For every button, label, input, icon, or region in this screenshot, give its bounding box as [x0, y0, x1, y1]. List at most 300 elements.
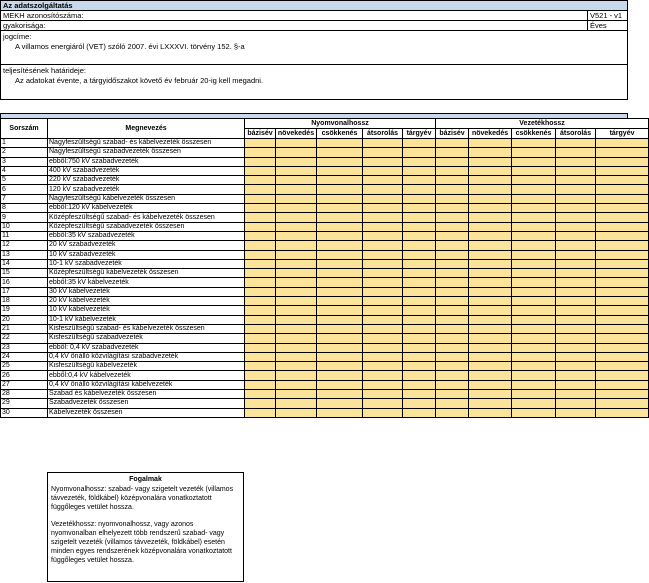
data-entry-cell[interactable] [512, 297, 556, 306]
data-entry-cell[interactable] [363, 408, 403, 417]
data-entry-cell[interactable] [363, 269, 403, 278]
data-entry-cell[interactable] [363, 278, 403, 287]
data-entry-cell[interactable] [596, 362, 649, 371]
data-entry-cell[interactable] [276, 334, 317, 343]
data-entry-cell[interactable] [245, 213, 276, 222]
data-entry-cell[interactable] [556, 324, 596, 333]
data-entry-cell[interactable] [596, 213, 649, 222]
data-entry-cell[interactable] [556, 278, 596, 287]
data-entry-cell[interactable] [317, 213, 363, 222]
data-entry-cell[interactable] [436, 390, 469, 399]
data-entry-cell[interactable] [512, 352, 556, 361]
data-entry-cell[interactable] [276, 408, 317, 417]
data-entry-cell[interactable] [403, 362, 436, 371]
data-entry-cell[interactable] [317, 334, 363, 343]
data-entry-cell[interactable] [317, 380, 363, 389]
data-entry-cell[interactable] [363, 222, 403, 231]
data-entry-cell[interactable] [512, 306, 556, 315]
data-entry-cell[interactable] [245, 315, 276, 324]
data-entry-cell[interactable] [512, 231, 556, 240]
data-entry-cell[interactable] [512, 362, 556, 371]
data-entry-cell[interactable] [596, 176, 649, 185]
data-entry-cell[interactable] [556, 334, 596, 343]
data-entry-cell[interactable] [363, 315, 403, 324]
data-entry-cell[interactable] [436, 231, 469, 240]
data-entry-cell[interactable] [403, 390, 436, 399]
data-entry-cell[interactable] [556, 241, 596, 250]
data-entry-cell[interactable] [436, 259, 469, 268]
data-entry-cell[interactable] [245, 399, 276, 408]
data-entry-cell[interactable] [245, 269, 276, 278]
data-entry-cell[interactable] [556, 399, 596, 408]
data-entry-cell[interactable] [403, 259, 436, 268]
data-entry-cell[interactable] [363, 371, 403, 380]
data-entry-cell[interactable] [469, 222, 512, 231]
data-entry-cell[interactable] [512, 408, 556, 417]
data-entry-cell[interactable] [245, 259, 276, 268]
data-entry-cell[interactable] [436, 213, 469, 222]
data-entry-cell[interactable] [596, 287, 649, 296]
data-entry-cell[interactable] [276, 139, 317, 148]
data-entry-cell[interactable] [317, 166, 363, 175]
data-entry-cell[interactable] [596, 371, 649, 380]
data-entry-cell[interactable] [436, 250, 469, 259]
data-entry-cell[interactable] [403, 334, 436, 343]
data-entry-cell[interactable] [436, 241, 469, 250]
data-entry-cell[interactable] [596, 241, 649, 250]
data-entry-cell[interactable] [436, 343, 469, 352]
data-entry-cell[interactable] [403, 250, 436, 259]
data-entry-cell[interactable] [596, 380, 649, 389]
data-entry-cell[interactable] [436, 166, 469, 175]
data-entry-cell[interactable] [245, 166, 276, 175]
data-entry-cell[interactable] [596, 343, 649, 352]
data-entry-cell[interactable] [469, 278, 512, 287]
data-entry-cell[interactable] [276, 371, 317, 380]
data-entry-cell[interactable] [556, 222, 596, 231]
data-entry-cell[interactable] [276, 259, 317, 268]
data-entry-cell[interactable] [276, 306, 317, 315]
data-entry-cell[interactable] [276, 287, 317, 296]
data-entry-cell[interactable] [512, 278, 556, 287]
data-entry-cell[interactable] [556, 408, 596, 417]
data-entry-cell[interactable] [403, 241, 436, 250]
data-entry-cell[interactable] [276, 222, 317, 231]
data-entry-cell[interactable] [363, 352, 403, 361]
data-entry-cell[interactable] [436, 352, 469, 361]
data-entry-cell[interactable] [276, 399, 317, 408]
data-entry-cell[interactable] [596, 334, 649, 343]
data-entry-cell[interactable] [403, 204, 436, 213]
data-entry-cell[interactable] [469, 352, 512, 361]
data-entry-cell[interactable] [245, 250, 276, 259]
data-entry-cell[interactable] [276, 362, 317, 371]
data-entry-cell[interactable] [317, 352, 363, 361]
data-entry-cell[interactable] [276, 185, 317, 194]
data-entry-cell[interactable] [317, 176, 363, 185]
data-entry-cell[interactable] [363, 324, 403, 333]
data-entry-cell[interactable] [512, 222, 556, 231]
data-entry-cell[interactable] [556, 269, 596, 278]
data-entry-cell[interactable] [556, 352, 596, 361]
data-entry-cell[interactable] [469, 306, 512, 315]
data-entry-cell[interactable] [436, 399, 469, 408]
data-entry-cell[interactable] [363, 399, 403, 408]
data-entry-cell[interactable] [556, 287, 596, 296]
data-entry-cell[interactable] [245, 306, 276, 315]
data-entry-cell[interactable] [436, 148, 469, 157]
data-entry-cell[interactable] [245, 334, 276, 343]
data-entry-cell[interactable] [363, 390, 403, 399]
data-entry-cell[interactable] [403, 166, 436, 175]
data-entry-cell[interactable] [245, 352, 276, 361]
data-entry-cell[interactable] [403, 148, 436, 157]
data-entry-cell[interactable] [317, 399, 363, 408]
data-entry-cell[interactable] [556, 157, 596, 166]
data-entry-cell[interactable] [512, 185, 556, 194]
data-entry-cell[interactable] [436, 269, 469, 278]
data-entry-cell[interactable] [512, 390, 556, 399]
data-entry-cell[interactable] [276, 148, 317, 157]
data-entry-cell[interactable] [596, 166, 649, 175]
data-entry-cell[interactable] [469, 390, 512, 399]
data-entry-cell[interactable] [436, 306, 469, 315]
data-entry-cell[interactable] [276, 231, 317, 240]
data-entry-cell[interactable] [276, 297, 317, 306]
data-entry-cell[interactable] [596, 352, 649, 361]
data-entry-cell[interactable] [596, 185, 649, 194]
data-entry-cell[interactable] [596, 194, 649, 203]
data-entry-cell[interactable] [245, 390, 276, 399]
data-entry-cell[interactable] [317, 324, 363, 333]
data-entry-cell[interactable] [276, 250, 317, 259]
data-entry-cell[interactable] [245, 297, 276, 306]
data-entry-cell[interactable] [403, 222, 436, 231]
data-entry-cell[interactable] [403, 194, 436, 203]
data-entry-cell[interactable] [317, 148, 363, 157]
data-entry-cell[interactable] [317, 315, 363, 324]
data-entry-cell[interactable] [363, 250, 403, 259]
data-entry-cell[interactable] [596, 269, 649, 278]
data-entry-cell[interactable] [512, 241, 556, 250]
data-entry-cell[interactable] [512, 324, 556, 333]
data-entry-cell[interactable] [556, 371, 596, 380]
data-entry-cell[interactable] [512, 176, 556, 185]
data-entry-cell[interactable] [363, 148, 403, 157]
data-entry-cell[interactable] [469, 241, 512, 250]
data-entry-cell[interactable] [403, 157, 436, 166]
data-entry-cell[interactable] [469, 166, 512, 175]
data-entry-cell[interactable] [596, 390, 649, 399]
data-entry-cell[interactable] [245, 231, 276, 240]
data-entry-cell[interactable] [436, 371, 469, 380]
data-entry-cell[interactable] [245, 176, 276, 185]
data-entry-cell[interactable] [556, 315, 596, 324]
data-entry-cell[interactable] [596, 157, 649, 166]
data-entry-cell[interactable] [276, 269, 317, 278]
data-entry-cell[interactable] [469, 269, 512, 278]
data-entry-cell[interactable] [317, 241, 363, 250]
data-entry-cell[interactable] [317, 204, 363, 213]
data-entry-cell[interactable] [596, 139, 649, 148]
data-entry-cell[interactable] [317, 343, 363, 352]
data-entry-cell[interactable] [556, 185, 596, 194]
data-entry-cell[interactable] [317, 390, 363, 399]
data-entry-cell[interactable] [317, 297, 363, 306]
data-entry-cell[interactable] [556, 139, 596, 148]
data-entry-cell[interactable] [403, 139, 436, 148]
data-entry-cell[interactable] [276, 343, 317, 352]
data-entry-cell[interactable] [469, 213, 512, 222]
data-entry-cell[interactable] [556, 343, 596, 352]
data-entry-cell[interactable] [512, 148, 556, 157]
data-entry-cell[interactable] [363, 139, 403, 148]
data-entry-cell[interactable] [469, 204, 512, 213]
data-entry-cell[interactable] [512, 399, 556, 408]
data-entry-cell[interactable] [469, 157, 512, 166]
data-entry-cell[interactable] [469, 176, 512, 185]
data-entry-cell[interactable] [276, 324, 317, 333]
data-entry-cell[interactable] [512, 334, 556, 343]
data-entry-cell[interactable] [596, 204, 649, 213]
data-entry-cell[interactable] [436, 278, 469, 287]
data-entry-cell[interactable] [469, 297, 512, 306]
data-entry-cell[interactable] [245, 371, 276, 380]
data-entry-cell[interactable] [436, 380, 469, 389]
data-entry-cell[interactable] [556, 250, 596, 259]
data-entry-cell[interactable] [596, 408, 649, 417]
data-entry-cell[interactable] [317, 278, 363, 287]
data-entry-cell[interactable] [317, 287, 363, 296]
data-entry-cell[interactable] [363, 194, 403, 203]
data-entry-cell[interactable] [556, 362, 596, 371]
data-entry-cell[interactable] [596, 250, 649, 259]
data-entry-cell[interactable] [469, 194, 512, 203]
data-entry-cell[interactable] [276, 194, 317, 203]
data-entry-cell[interactable] [512, 204, 556, 213]
data-entry-cell[interactable] [512, 315, 556, 324]
data-entry-cell[interactable] [596, 148, 649, 157]
data-entry-cell[interactable] [317, 139, 363, 148]
data-entry-cell[interactable] [436, 408, 469, 417]
data-entry-cell[interactable] [436, 222, 469, 231]
data-entry-cell[interactable] [469, 250, 512, 259]
data-entry-cell[interactable] [469, 231, 512, 240]
data-entry-cell[interactable] [245, 278, 276, 287]
data-entry-cell[interactable] [556, 306, 596, 315]
data-entry-cell[interactable] [363, 343, 403, 352]
data-entry-cell[interactable] [469, 371, 512, 380]
data-entry-cell[interactable] [317, 408, 363, 417]
data-entry-cell[interactable] [403, 408, 436, 417]
data-entry-cell[interactable] [317, 231, 363, 240]
data-entry-cell[interactable] [317, 185, 363, 194]
data-entry-cell[interactable] [436, 334, 469, 343]
data-entry-cell[interactable] [469, 148, 512, 157]
data-entry-cell[interactable] [596, 306, 649, 315]
data-entry-cell[interactable] [436, 157, 469, 166]
data-entry-cell[interactable] [512, 194, 556, 203]
data-entry-cell[interactable] [512, 380, 556, 389]
data-entry-cell[interactable] [245, 380, 276, 389]
data-entry-cell[interactable] [436, 297, 469, 306]
data-entry-cell[interactable] [403, 315, 436, 324]
data-entry-cell[interactable] [245, 139, 276, 148]
data-entry-cell[interactable] [245, 408, 276, 417]
data-entry-cell[interactable] [469, 362, 512, 371]
data-entry-cell[interactable] [245, 222, 276, 231]
data-entry-cell[interactable] [317, 306, 363, 315]
data-entry-cell[interactable] [596, 259, 649, 268]
data-entry-cell[interactable] [512, 157, 556, 166]
data-entry-cell[interactable] [512, 371, 556, 380]
data-entry-cell[interactable] [556, 194, 596, 203]
data-entry-cell[interactable] [317, 250, 363, 259]
data-entry-cell[interactable] [436, 176, 469, 185]
data-entry-cell[interactable] [403, 380, 436, 389]
data-entry-cell[interactable] [363, 213, 403, 222]
data-entry-cell[interactable] [436, 204, 469, 213]
data-entry-cell[interactable] [363, 204, 403, 213]
data-entry-cell[interactable] [245, 324, 276, 333]
data-entry-cell[interactable] [276, 352, 317, 361]
data-entry-cell[interactable] [469, 259, 512, 268]
data-entry-cell[interactable] [556, 213, 596, 222]
data-entry-cell[interactable] [245, 362, 276, 371]
data-entry-cell[interactable] [403, 287, 436, 296]
data-entry-cell[interactable] [363, 166, 403, 175]
data-entry-cell[interactable] [245, 194, 276, 203]
data-entry-cell[interactable] [276, 176, 317, 185]
data-entry-cell[interactable] [469, 139, 512, 148]
data-entry-cell[interactable] [556, 204, 596, 213]
data-entry-cell[interactable] [276, 213, 317, 222]
data-entry-cell[interactable] [276, 204, 317, 213]
data-entry-cell[interactable] [403, 176, 436, 185]
data-entry-cell[interactable] [512, 250, 556, 259]
data-entry-cell[interactable] [436, 362, 469, 371]
data-entry-cell[interactable] [512, 166, 556, 175]
data-entry-cell[interactable] [469, 185, 512, 194]
data-entry-cell[interactable] [403, 278, 436, 287]
data-entry-cell[interactable] [403, 185, 436, 194]
data-entry-cell[interactable] [317, 194, 363, 203]
data-entry-cell[interactable] [363, 157, 403, 166]
data-entry-cell[interactable] [469, 399, 512, 408]
data-entry-cell[interactable] [363, 287, 403, 296]
data-entry-cell[interactable] [469, 287, 512, 296]
data-entry-cell[interactable] [556, 380, 596, 389]
data-entry-cell[interactable] [363, 185, 403, 194]
data-entry-cell[interactable] [403, 399, 436, 408]
data-entry-cell[interactable] [245, 343, 276, 352]
data-entry-cell[interactable] [317, 371, 363, 380]
data-entry-cell[interactable] [363, 362, 403, 371]
data-entry-cell[interactable] [403, 352, 436, 361]
data-entry-cell[interactable] [556, 231, 596, 240]
data-entry-cell[interactable] [469, 324, 512, 333]
data-entry-cell[interactable] [596, 297, 649, 306]
data-entry-cell[interactable] [317, 362, 363, 371]
data-entry-cell[interactable] [363, 306, 403, 315]
data-entry-cell[interactable] [363, 380, 403, 389]
data-entry-cell[interactable] [245, 148, 276, 157]
data-entry-cell[interactable] [556, 176, 596, 185]
data-entry-cell[interactable] [276, 390, 317, 399]
data-entry-cell[interactable] [245, 157, 276, 166]
data-entry-cell[interactable] [469, 380, 512, 389]
data-entry-cell[interactable] [245, 287, 276, 296]
data-entry-cell[interactable] [512, 343, 556, 352]
data-entry-cell[interactable] [317, 157, 363, 166]
data-entry-cell[interactable] [512, 259, 556, 268]
data-entry-cell[interactable] [403, 231, 436, 240]
data-entry-cell[interactable] [436, 185, 469, 194]
data-entry-cell[interactable] [403, 269, 436, 278]
data-entry-cell[interactable] [596, 399, 649, 408]
data-entry-cell[interactable] [512, 213, 556, 222]
data-entry-cell[interactable] [363, 231, 403, 240]
data-entry-cell[interactable] [436, 287, 469, 296]
data-entry-cell[interactable] [403, 371, 436, 380]
data-entry-cell[interactable] [363, 176, 403, 185]
data-entry-cell[interactable] [436, 315, 469, 324]
data-entry-cell[interactable] [276, 241, 317, 250]
data-entry-cell[interactable] [245, 185, 276, 194]
data-entry-cell[interactable] [556, 259, 596, 268]
data-entry-cell[interactable] [276, 315, 317, 324]
data-entry-cell[interactable] [436, 139, 469, 148]
data-entry-cell[interactable] [403, 297, 436, 306]
data-entry-cell[interactable] [469, 408, 512, 417]
data-entry-cell[interactable] [276, 157, 317, 166]
data-entry-cell[interactable] [403, 324, 436, 333]
data-entry-cell[interactable] [276, 278, 317, 287]
data-entry-cell[interactable] [363, 241, 403, 250]
data-entry-cell[interactable] [469, 343, 512, 352]
data-entry-cell[interactable] [556, 390, 596, 399]
data-entry-cell[interactable] [596, 231, 649, 240]
data-entry-cell[interactable] [469, 334, 512, 343]
data-entry-cell[interactable] [403, 343, 436, 352]
data-entry-cell[interactable] [596, 222, 649, 231]
data-entry-cell[interactable] [245, 204, 276, 213]
data-entry-cell[interactable] [556, 297, 596, 306]
data-entry-cell[interactable] [596, 324, 649, 333]
data-entry-cell[interactable] [596, 315, 649, 324]
data-entry-cell[interactable] [363, 334, 403, 343]
data-entry-cell[interactable] [317, 269, 363, 278]
data-entry-cell[interactable] [512, 139, 556, 148]
data-entry-cell[interactable] [556, 148, 596, 157]
data-entry-cell[interactable] [403, 306, 436, 315]
data-entry-cell[interactable] [245, 241, 276, 250]
data-entry-cell[interactable] [317, 222, 363, 231]
data-entry-cell[interactable] [512, 287, 556, 296]
data-entry-cell[interactable] [363, 297, 403, 306]
data-entry-cell[interactable] [403, 213, 436, 222]
data-entry-cell[interactable] [317, 259, 363, 268]
data-entry-cell[interactable] [469, 315, 512, 324]
data-entry-cell[interactable] [596, 278, 649, 287]
data-entry-cell[interactable] [363, 259, 403, 268]
data-entry-cell[interactable] [276, 380, 317, 389]
data-entry-cell[interactable] [436, 324, 469, 333]
data-entry-cell[interactable] [276, 166, 317, 175]
data-entry-cell[interactable] [556, 166, 596, 175]
data-entry-cell[interactable] [436, 194, 469, 203]
data-entry-cell[interactable] [512, 269, 556, 278]
